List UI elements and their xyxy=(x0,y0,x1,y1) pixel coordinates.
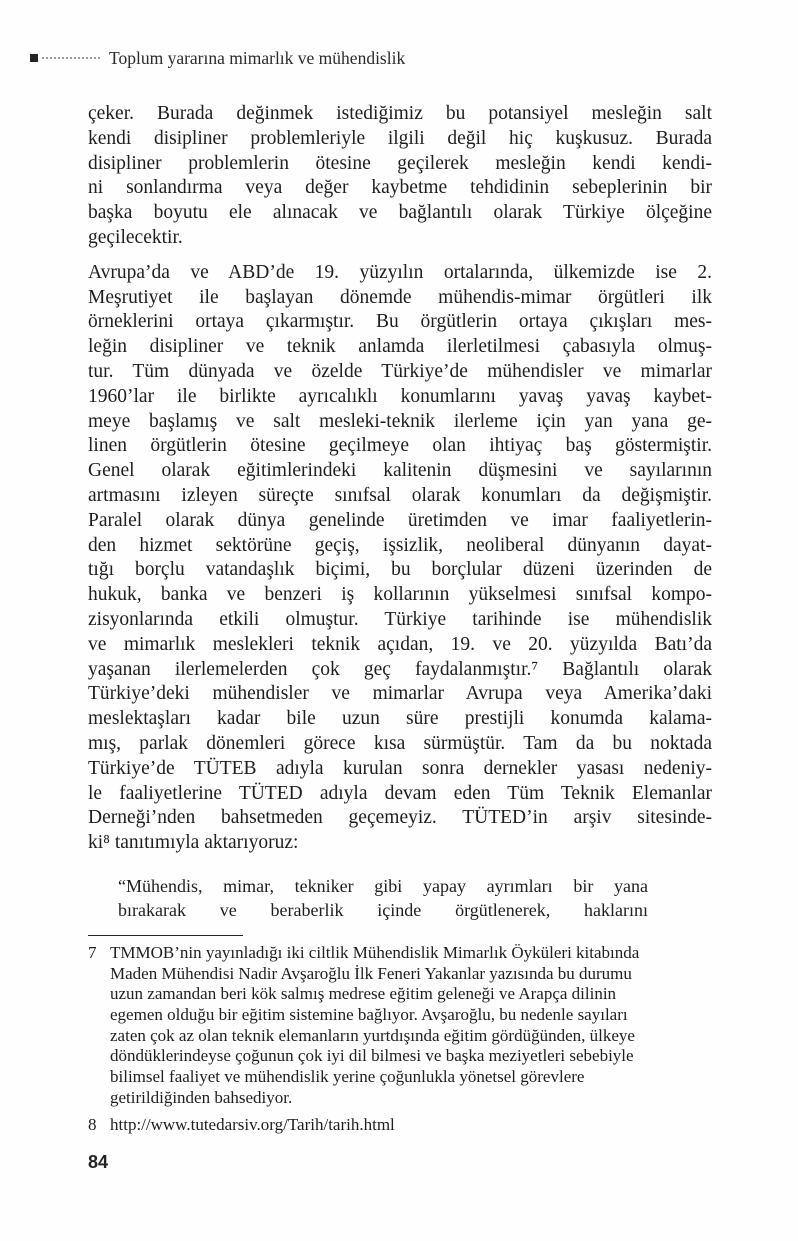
header-title: Toplum yararına mimarlık ve mühendislik xyxy=(109,47,406,68)
footnote-text xyxy=(110,943,712,1109)
square-bullet-icon xyxy=(30,54,38,62)
text-line: Maden Mühendisi Nadir Avşaroğlu İlk Feneri Yakanlar yazısında bu durumu xyxy=(110,963,632,983)
text-line: geçilecektir. xyxy=(88,226,183,248)
text-line: zaten çok az olan teknik elemanların yurtdışında eğitim gördüğünden, ülkeye xyxy=(110,1025,635,1045)
running-header xyxy=(30,47,405,69)
text-line: çeker. Burada değinmek istediğimiz bu potansiyel mesleğin salt xyxy=(88,103,712,124)
footnote xyxy=(88,1115,712,1136)
text-line: den hizmet sektörüne geçiş, işsizlik, neoliberal dünyanın dayat- xyxy=(88,534,712,556)
text-line: Genel olarak eğitimlerindeki kalitenin düşmesini ve sayılarının xyxy=(88,460,712,482)
body-paragraph xyxy=(88,261,712,856)
text-line: kendi disipliner problemleriyle ilgili değil hiç kuşkusuz. Burada xyxy=(88,127,712,149)
text-line: disipliner problemlerin ötesine geçilerek mesleğin kendi kendi- xyxy=(88,152,712,174)
text-line: leğin disipliner ve teknik anlamda ilerletilmesi çabasıyla olmuş- xyxy=(88,336,712,358)
text-line: mış, parlak dönemleri görece kısa sürmüştür. Tam da bu noktada xyxy=(88,732,712,754)
text-line: TMMOB’nin yayınladığı iki ciltlik Mühendislik Mimarlık Öyküleri kitabında xyxy=(110,942,640,962)
header-dotted-divider xyxy=(42,57,100,59)
text-line: “Mühendis, mimar, tekniker gibi yapay ayrımları bir yana xyxy=(118,875,648,896)
text-line: örneklerini ortaya çıkarmıştır. Bu örgütlerin ortaya çıkışları mes- xyxy=(88,311,712,333)
footnote-marker: 7 xyxy=(88,942,97,962)
text-line: meye başlamış ve salt mesleki-teknik ilerleme için yan yana ge- xyxy=(88,410,712,432)
page-number: 84 xyxy=(88,1152,109,1172)
text-line: zisyonlarında etkili olmuştur. Türkiye tarihinde ise mühendislik xyxy=(88,608,712,630)
text-line: linen örgütlerin ötesine geçilmeye olan ihtiyaç baş göstermiştir. xyxy=(88,435,712,457)
text-line: tığı borçlu vatandaşlık biçimi, bu borçlular düzeni üzerinden de xyxy=(88,559,712,581)
text-line: getirildiğinden bahsediyor. xyxy=(110,1087,293,1107)
block-quote xyxy=(118,874,648,923)
text-line: le faaliyetlerine TÜTED adıyla devam eden Tüm Teknik Elemanlar xyxy=(88,782,712,804)
text-line: bırakarak ve beraberlik içinde örgütlenerek, haklarını xyxy=(118,900,648,921)
footnotes-section xyxy=(88,943,712,1135)
text-line: Derneği’nden bahsetmeden geçemeyiz. TÜTED’in arşiv sitesinde- xyxy=(88,807,712,829)
text-line: Paralel olarak dünya genelinde üretimden ve imar faaliyetlerin- xyxy=(88,509,712,531)
text-column xyxy=(88,102,712,1135)
text-line: başka boyutu ele alınacak ve bağlantılı olarak Türkiye ölçeğine xyxy=(88,202,712,224)
footnote-separator xyxy=(88,935,243,936)
text-line: yaşanan ilerlemelerden çok geç faydalanmıştır.⁷ Bağlantılı olarak xyxy=(88,658,712,680)
text-line: döndüklerindeyse çoğunun çok iyi dil bilmesi ve başka meziyetleri sebebiyle xyxy=(110,1046,634,1066)
footnote xyxy=(88,943,712,1109)
text-line: ni sonlandırma veya değer kaybetme tehdidinin sebeplerinin bir xyxy=(88,177,712,199)
text-line: ki⁸ tanıtımıyla aktarıyoruz: xyxy=(88,832,299,854)
text-line: artmasını izleyen süreçte sınıfsal olarak konumları da değişmiştir. xyxy=(88,484,712,506)
text-line: Avrupa’da ve ABD’de 19. yüzyılın ortalarında, ülkemizde ise 2. xyxy=(88,261,712,283)
text-line: http://www.tutedarsiv.org/Tarih/tarih.html xyxy=(110,1114,395,1134)
text-line: Meşrutiyet ile başlayan dönemde mühendis-mimar örgütleri ilk xyxy=(88,286,712,308)
text-line: tur. Tüm dünyada ve özelde Türkiye’de mühendisler ve mimarlar xyxy=(88,360,712,382)
text-line: meslektaşları kadar bile uzun süre prestijli konumda kalama- xyxy=(88,708,712,730)
text-line: uzun zamandan beri kök salmış medrese eğitim geleneği ve Arapça dilinin xyxy=(110,984,617,1004)
text-line: Türkiye’deki mühendisler ve mimarlar Avrupa veya Amerika’daki xyxy=(88,683,712,705)
body-paragraph xyxy=(88,102,712,251)
text-line: egemen olduğu bir eğitim sistemine bağlıyor. Avşaroğlu, bu nedenle sayıları xyxy=(110,1005,628,1025)
text-line: Türkiye’de TÜTEB adıyla kurulan sonra dernekler yasası nedeniy- xyxy=(88,757,712,779)
text-line: ve mimarlık meslekleri teknik açıdan, 19. ve 20. yüzyılda Batı’da xyxy=(88,633,712,655)
footnote-text xyxy=(110,1115,712,1136)
text-line: 1960’lar ile birlikte ayrıcalıklı konumlarını yavaş yavaş kaybet- xyxy=(88,385,712,407)
text-line: bilimsel faaliyet ve mühendislik yerine çoğunlukla yönetsel görevlere xyxy=(110,1067,585,1087)
text-line: hukuk, banka ve benzeri iş kollarının yükselmesi sınıfsal kompo- xyxy=(88,584,712,606)
footnote-marker: 8 xyxy=(88,1114,97,1134)
